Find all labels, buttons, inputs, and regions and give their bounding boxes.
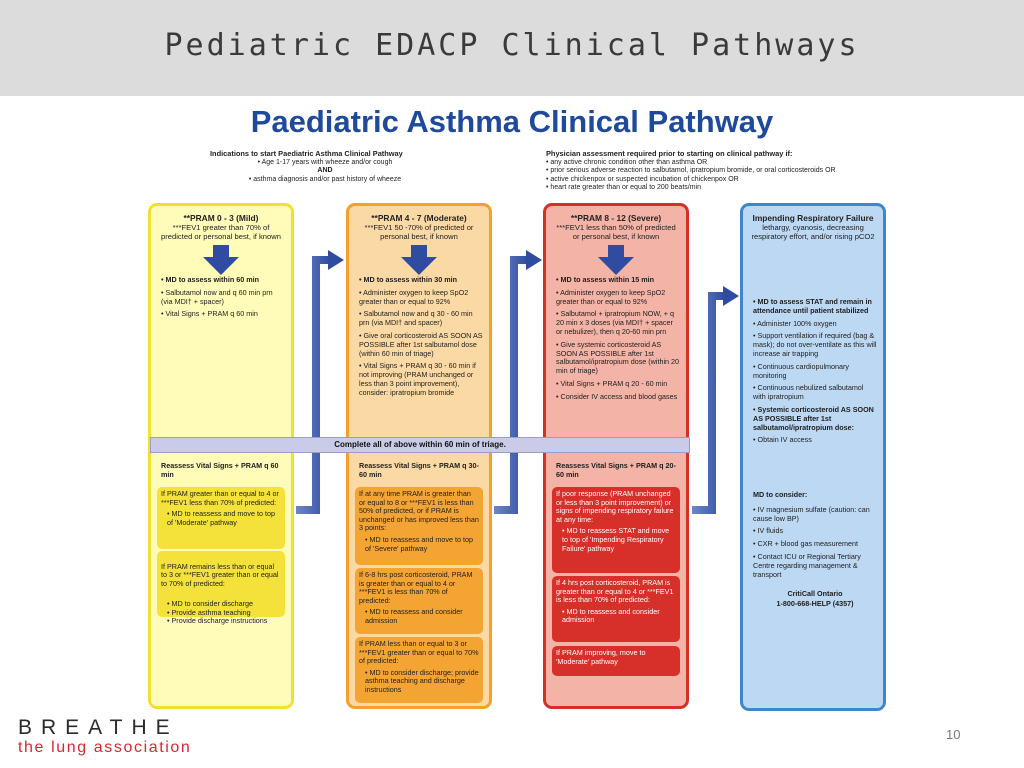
arrow-severe-to-failure [692, 286, 739, 510]
column-actions [161, 276, 285, 323]
physician-line: • prior serious adverse reaction to salbutamol, ipratropium bromide, or oral corticosteroids OR [546, 167, 836, 174]
decision-box [552, 646, 680, 676]
decision-subtext: • MD to consider discharge • Provide asthma teaching • Provide discharge instructions [167, 598, 268, 626]
action-item: • MD to assess within 15 min [556, 275, 654, 284]
column-moderate [346, 203, 492, 709]
consider-item: • IV magnesium sulfate (caution: can cause low BP) [753, 504, 870, 523]
decision-subtext: • MD to reassess and consider admission [365, 607, 463, 625]
decision-box [355, 637, 483, 703]
down-arrow-icon [401, 245, 437, 275]
decision-text: If 6-8 hrs post corticosteroid, PRAM is greater than or equal to 4 or ***FEV1 is less than 70% of predicted: [359, 570, 473, 605]
action-item: • Administer oxygen to keep SpO2 greater than or equal to 92% [359, 287, 469, 306]
action-item: • Vital Signs + PRAM q 60 min [161, 309, 258, 319]
indications-heading: Indications to start Paediatric Asthma Clinical Pathway [210, 149, 403, 158]
action-item: • Salbutamol now and q 30 - 60 min prn (via MDI† and spacer) [359, 309, 473, 328]
criticall-contact [753, 590, 877, 613]
action-item: • Administer 100% oxygen [753, 318, 837, 328]
consider-item: • Contact ICU or Regional Tertiary Centre regarding management & transport [753, 551, 861, 579]
column-title: **PRAM 0 - 3 (Mild) [183, 213, 259, 223]
action-item: • MD to assess within 60 min [161, 275, 259, 284]
pathway-title: Paediatric Asthma Clinical Pathway [250, 104, 774, 139]
reassess-label: Reassess Vital Signs + PRAM q 20-60 min [556, 461, 676, 479]
decision-subtext: • MD to reassess and move to top of 'Moderate' pathway [167, 509, 275, 527]
consider-item: • IV fluids [753, 526, 784, 536]
decision-subtext: • MD to reassess STAT and move to top of 'Impending Respiratory Failure' pathway [562, 526, 670, 553]
decision-box [355, 568, 483, 634]
action-item: • Give oral corticosteroid AS SOON AS POSSIBLE after 1st salbutamol dose (within 60 min of triage) [359, 330, 483, 358]
column-subtitle: ***FEV1 greater than 70% of predicted or personal best, if known [161, 223, 281, 241]
decision-text: If PRAM greater than or equal to 4 or ***FEV1 less than 70% of predicted: [161, 489, 279, 507]
reassess-label: Reassess Vital Signs + PRAM q 60 min [161, 461, 279, 479]
physician-line: • active chickenpox or suspected incubation of chickenpox OR [546, 175, 739, 183]
column-mild [148, 203, 294, 709]
decision-box [552, 576, 680, 642]
column-actions [753, 298, 877, 449]
action-item: • Consider IV access and blood gases [556, 391, 678, 401]
indications-note [210, 150, 440, 184]
action-item: • Administer oxygen to keep SpO2 greater than or equal to 92% [556, 287, 666, 306]
decision-box [157, 551, 285, 626]
indications-line: • asthma diagnosis and/or past history of wheeze [248, 175, 402, 183]
logo-tagline: the lung association [18, 739, 192, 756]
column-severe [543, 203, 689, 709]
column-header [552, 214, 680, 241]
column-subtitle: lethargy, cyanosis, decreasing respiratory effort, and/or rising pCO2 [751, 223, 875, 241]
decision-text: If 4 hrs post corticosteroid, PRAM is greater than or equal to 4 or ***FEV1 is less than 70% of predicted: [556, 578, 674, 605]
column-subtitle: ***FEV1 less than 50% of predicted or personal best, if known [556, 223, 676, 241]
decision-text: If at any time PRAM is greater than or equal to 8 or ***FEV1 is less than 50% of predicted, or if PRAM is unchanged or has improved less than 3 points: [359, 489, 479, 533]
decision-text: If PRAM improving, move to 'Moderate' pathway [556, 648, 646, 666]
criticall-phone: 1-800-668-HELP (4357) [776, 598, 854, 608]
indications-line: • Age 1-17 years with wheeze and/or cough [257, 158, 393, 166]
physician-line: • any active chronic condition other than asthma OR [546, 158, 708, 166]
page-number: 10 [946, 727, 961, 742]
breathe-logo: BREATHE [18, 716, 179, 739]
action-item: • Salbutamol + ipratropium NOW, + q 20 min x 3 doses (via MDI† + spacer or nebulizer), then q 20-60 min prn [556, 309, 674, 336]
down-arrow-icon [598, 245, 634, 275]
consider-section [753, 491, 877, 583]
decision-text: If poor response (PRAM unchanged or less than 3 point improvement) or signs of impending respiratory failure at any time: [556, 489, 674, 524]
column-actions [556, 276, 680, 406]
action-item: • Vital Signs + PRAM q 20 - 60 min [556, 378, 668, 388]
column-header [355, 214, 483, 241]
decision-subtext: • MD to reassess and consider admission [562, 606, 660, 625]
decision-box [355, 487, 483, 565]
indications-line: AND [317, 167, 333, 174]
triage-bar: Complete all of above within 60 min of triage. [150, 437, 690, 453]
action-item: • Support ventilation if required (bag & mask); do not over-ventilate as this will increase air trapping [753, 331, 877, 358]
column-title: **PRAM 4 - 7 (Moderate) [371, 213, 467, 223]
arrow-mild-to-moderate [296, 250, 344, 510]
column-title: **PRAM 8 - 12 (Severe) [570, 213, 662, 223]
arrow-moderate-to-severe [494, 250, 542, 510]
decision-subtext: • MD to reassess and move to top of 'Severe' pathway [365, 534, 473, 553]
column-failure [740, 203, 886, 711]
action-item: • MD to assess within 30 min [359, 275, 457, 284]
reassess-label: Reassess Vital Signs + PRAM q 30-60 min [359, 461, 479, 479]
physician-line: • heart rate greater than or equal to 200 beats/min [546, 184, 701, 191]
action-item: • Give systemic corticosteroid AS SOON AS POSSIBLE after 1st salbutamol/ipratropium dose (within 20 min of triage) [556, 339, 680, 376]
action-item: • Systemic corticosteroid AS SOON AS POSSIBLE after 1st salbutamol/ipratropium dose: [753, 404, 874, 432]
action-item: • Continuous nebulized salbutamol with ipratropium [753, 383, 864, 402]
column-header [749, 214, 877, 241]
column-actions [359, 276, 483, 402]
column-subtitle: ***FEV1 50 -70% of predicted or personal best, if known [364, 223, 474, 241]
decision-box [157, 487, 285, 549]
decision-box [552, 487, 680, 573]
action-item: • Continuous cardiopulmonary monitoring [753, 361, 850, 380]
physician-heading: Physician assessment required prior to starting on clinical pathway if: [546, 149, 793, 158]
action-item: • Obtain IV access [753, 435, 812, 445]
action-item: • MD to assess STAT and remain in attendance until patient stabilized [753, 297, 872, 315]
down-arrow-icon [203, 245, 239, 275]
physician-note [546, 150, 876, 193]
decision-text: If PRAM less than or equal to 3 or ***FEV1 greater than or equal to 70% of predicted: [359, 639, 479, 666]
action-item: • Vital Signs + PRAM q 30 - 60 min if not improving (PRAM unchanged or less than 3 point improvement), consider: ipratropium bromide [359, 361, 476, 397]
slide-title: Pediatric EDACP Clinical Pathways [164, 28, 860, 63]
consider-item: • CXR + blood gas measurement [753, 539, 858, 549]
consider-heading: MD to consider: [753, 490, 808, 499]
column-title: Impending Respiratory Failure [752, 213, 874, 223]
action-item: • Salbutamol now and q 60 min prn (via MDI† + spacer) [161, 287, 273, 306]
decision-subtext: • MD to consider discharge; provide asthma teaching and discharge instructions [365, 667, 479, 694]
decision-text: If PRAM remains less than or equal to 3 or ***FEV1 greater than or equal to 70% of predicted: [161, 561, 279, 588]
criticall-name: CritiCall Ontario [787, 589, 843, 598]
column-header [157, 214, 285, 241]
